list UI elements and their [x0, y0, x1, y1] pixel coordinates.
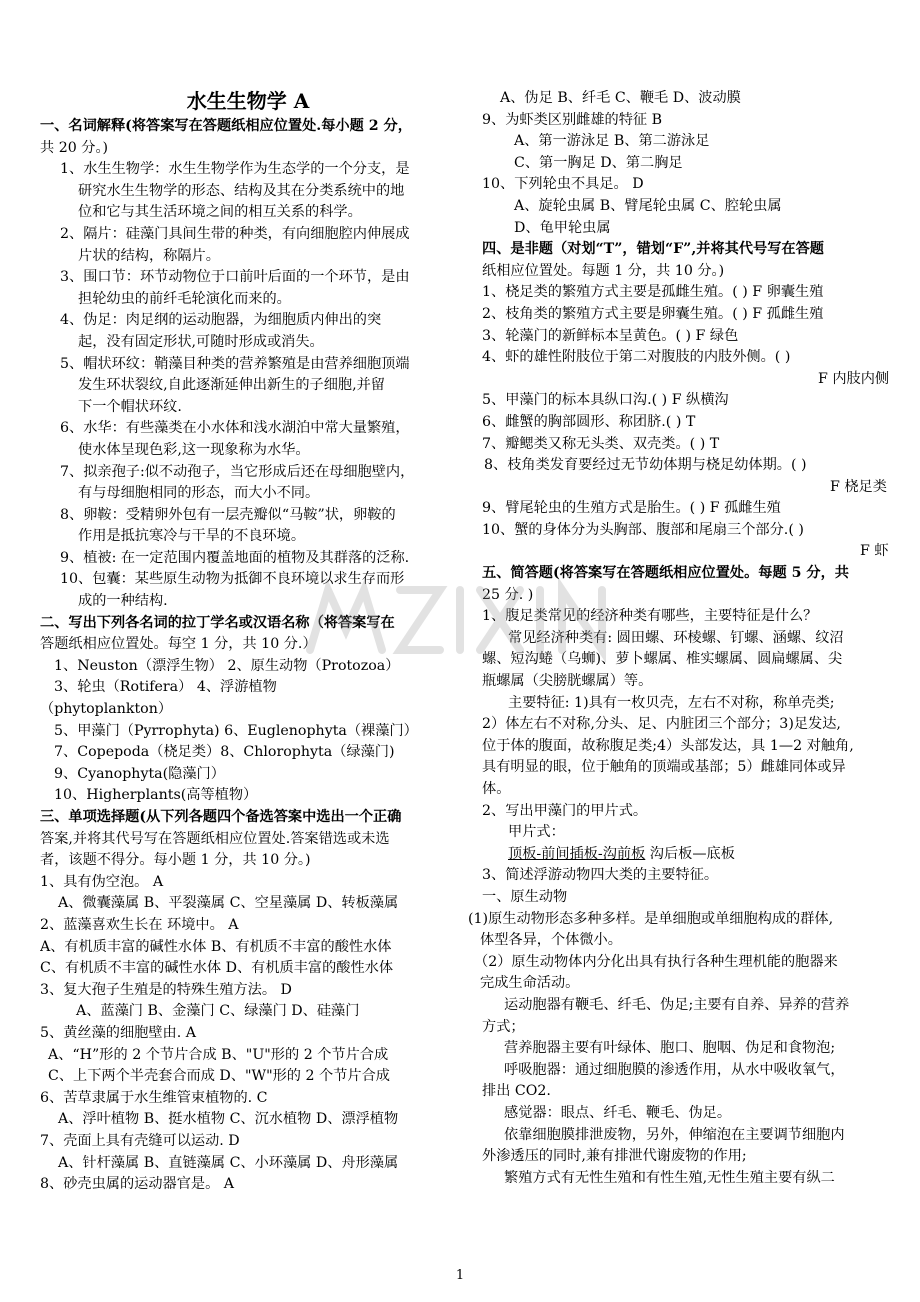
right-line: D、龟甲轮虫属 — [514, 219, 611, 236]
right-line: A、旋轮虫属 B、臂尾轮虫属 C、腔轮虫属 — [514, 197, 782, 214]
right-line: 一、原生动物 — [482, 888, 568, 905]
left-line: 6、苦草隶属于水生维管束植物的. C — [40, 1089, 268, 1106]
right-line: 呼吸胞器：通过细胞膜的渗透作用，从水中吸收氧气， — [504, 1061, 845, 1078]
right-line: （2）原生动物体内分化出具有执行各种生理机能的胞器来 — [474, 953, 838, 970]
left-line: 发生环状裂纹,自此逐渐延伸出新生的子细胞,并留 — [78, 377, 385, 394]
right-line: A、伪足 B、纤毛 C、鞭毛 D、波动膜 — [500, 90, 741, 106]
right-line: 2、写出甲藻门的甲片式。 — [482, 802, 648, 819]
left-line: 10、包囊：某些原生动物为抵御不良环境以求生存而形 — [60, 571, 405, 588]
left-line: 8、卵鞍：受精卵外包有一层壳瓣似“马鞍”状，卵鞍的 — [60, 506, 396, 523]
left-line: 二、写出下列各名词的拉丁学名或汉语名称（将答案写在 — [40, 614, 395, 631]
left-line: A、针杆藻属 B、直链藻属 C、小环藻属 D、舟形藻属 — [58, 1154, 399, 1171]
left-line: 10、Higherplants(高等植物） — [54, 787, 258, 804]
left-line: 1、具有伪空泡。 A — [40, 873, 164, 890]
left-line: A、有机质丰富的碱性水体 B、有机质不丰富的酸性水体 — [40, 938, 392, 955]
left-line: 起，没有固定形状,可随时形成或消失。 — [78, 333, 324, 350]
right-line: 1、桡足类的繁殖方式主要是孤雌生殖。( ) F 卵囊生殖 — [482, 284, 824, 301]
right-line: 6、雌蟹的胸部圆形、称团脐.( ) T — [482, 413, 696, 430]
left-line: 3、轮虫（Rotifera） 4、浮游植物 — [54, 679, 277, 696]
left-line: 9、植被: 在一定范围内覆盖地面的植物及其群落的泛称. — [60, 549, 410, 566]
right-line: 瓶螺属（尖膀胱螺属）等。 — [482, 673, 653, 690]
left-line: 下一个帽状环纹. — [78, 398, 182, 415]
left-line: 7、壳面上具有壳缝可以运动. D — [40, 1132, 240, 1149]
right-line: 运动胞器有鞭毛、纤毛、伪足;主要有自养、异养的营养 — [504, 996, 850, 1013]
left-line: 8、砂壳虫属的运动器官是。 A — [40, 1176, 235, 1193]
watermark-graphic — [300, 560, 640, 670]
right-line: 7、瓣鳃类又称无头类、双壳类。( ) T — [482, 435, 720, 452]
right-line: 外渗透压的同时,兼有排泄代谢废物的作用; — [482, 1148, 747, 1165]
right-line: 感觉器：眼点、纤毛、鞭毛、伪足。 — [504, 1104, 732, 1121]
right-line: (1)原生动物形态多种多样。是单细胞或单细胞构成的群体, — [468, 910, 834, 927]
right-line: 3、轮藻门的新鲜标本呈黄色。( ) F 绿色 — [482, 327, 739, 344]
right-line: 营养胞器主要有叶绿体、胞口、胞咽、伪足和食物泡; — [504, 1040, 836, 1057]
left-line: 5、甲藻门（Pyrrophyta) 6、Euglenophyta（裸藻门） — [54, 722, 418, 739]
right-line: 完成生命活动。 — [480, 975, 580, 992]
left-line: 7、Copepoda（桡足类）8、Chlorophyta（绿藻门) — [54, 744, 395, 761]
right-line: 甲片式： — [508, 824, 565, 841]
right-line: F 虾 — [860, 543, 889, 560]
left-line: 9、Cyanophyta(隐藻门） — [54, 765, 225, 782]
left-line: 1、水生生物学：水生生物学作为生态学的一个分支，是 — [60, 161, 410, 178]
right-line: 纸相应位置处。每题 1 分，共 10 分。) — [482, 262, 725, 279]
left-line: 一、名词解释(将答案写在答题纸相应位置处.每小题 2 分， — [40, 118, 412, 134]
right-line: 五、简答题(将答案写在答题纸相应位置处。每题 5 分，共 — [482, 565, 849, 582]
left-line: 5、黄丝藻的细胞壁由. A — [40, 1024, 196, 1041]
left-line: 共 20 分。) — [40, 139, 109, 156]
left-line: 1、Neuston（漂浮生物） 2、原生动物（Protozoa） — [54, 657, 400, 674]
right-line: C、第一胸足 D、第二胸足 — [514, 154, 683, 171]
right-line: 4、虾的雄性附肢位于第二对腹肢的内肢外侧。( ) — [482, 349, 791, 366]
document-title: 水生生物学 A — [186, 89, 310, 113]
right-line: 2）体左右不对称,分头、足、内脏团三个部分；3)足发达, — [482, 716, 841, 733]
right-line: 位于体的腹面，故称腹足类;4）头部发达，具 1—2 对触角, — [482, 737, 854, 754]
left-line: 2、隔片：硅藻门具间生带的种类，有向细胞腔内伸展成 — [60, 225, 410, 242]
left-line: A、浮叶植物 B、挺水植物 C、沉水植物 D、漂浮植物 — [58, 1111, 399, 1128]
left-line: 者，该题不得分。每小题 1 分，共 10 分。) — [40, 852, 311, 869]
right-line: F 桡足类 — [830, 478, 887, 495]
left-line: 三、单项选择题(从下列各题四个备选答案中选出一个正确 — [40, 809, 402, 825]
right-line: 体。 — [482, 781, 511, 797]
left-line: 5、帽状环纹：鞘藻目种类的营养繁殖是由营养细胞顶端 — [60, 355, 410, 372]
right-line: 主要特征: 1)具有一枚贝壳，左右不对称，称单壳类; — [508, 694, 835, 711]
left-line: 6、水华：有些藻类在小水体和浅水湖泊中常大量繁殖， — [60, 420, 410, 437]
left-line: A、微囊藻属 B、平裂藻属 C、空星藻属 D、转板藻属 — [58, 895, 399, 912]
right-line: 9、臂尾轮虫的生殖方式是胎生。( ) F 孤雌生殖 — [482, 500, 781, 517]
right-line: 方式； — [482, 1018, 525, 1035]
right-line: 2、枝角类的繁殖方式主要是卵囊生殖。( ) F 孤雌生殖 — [482, 305, 824, 322]
right-line: 10、下列轮虫不具足。 D — [482, 176, 644, 193]
right-line: A、第一游泳足 B、第二游泳足 — [514, 133, 710, 150]
left-line: A、“H”形的 2 个节片合成 B、"U"形的 2 个节片合成 — [48, 1046, 389, 1063]
left-line: 片状的结构，称隔片。 — [78, 247, 220, 264]
right-line: 螺、短沟蜷（乌蛳)、萝卜螺属、椎实螺属、圆扁螺属、尖 — [482, 651, 843, 668]
left-line: 4、伪足：肉足纲的运动胞器，为细胞质内伸出的突 — [60, 312, 382, 329]
right-line: 25 分. ) — [482, 586, 534, 603]
right-line: 常见经济种类有: 圆田螺、环棱螺、钉螺、涵螺、纹沼 — [508, 629, 844, 646]
right-line: 10、蟹的身体分为头胸部、腹部和尾扇三个部分.( ) — [482, 521, 804, 538]
left-line: 有与母细胞相同的形态，而大小不同。 — [78, 485, 320, 502]
right-line: 8、枝角类发育要经过无节幼体期与桡足幼体期。( ) — [484, 457, 807, 474]
left-line: 3、复大孢子生殖是的特殊生殖方法。 D — [40, 981, 292, 998]
left-line: 2、蓝藻喜欢生长在 环境中。 A — [40, 916, 239, 933]
right-line: 具有明显的眼，位于触角的顶端或基部；5）雌雄同体或异 — [482, 759, 846, 776]
right-line: 9、为虾类区别雌雄的特征 B — [482, 111, 663, 128]
right-line: F 内肢内侧 — [818, 370, 890, 387]
left-line: 使水体呈现色彩,这一现象称为水华。 — [78, 441, 310, 458]
left-line: 位和它与其生活环境之间的相互关系的科学。 — [78, 204, 362, 221]
left-line: （phytoplankton） — [40, 701, 173, 718]
left-line: 成的一种结构. — [78, 593, 168, 610]
left-line: C、上下两个半壳套合而成 D、"W"形的 2 个节片合成 — [48, 1068, 390, 1085]
right-line: 繁殖方式有无性生殖和有性生殖,无性生殖主要有纵二 — [504, 1169, 835, 1186]
left-line: C、有机质不丰富的碱性水体 D、有机质丰富的酸性水体 — [40, 960, 394, 977]
left-line: 答题纸相应位置处。每空 1 分，共 10 分.） — [40, 636, 317, 653]
left-line: 担轮幼虫的前纤毛轮演化而来的。 — [78, 290, 291, 307]
right-line: 四、是非题（对划“T”，错划“F”,并将其代号写在答题 — [482, 241, 824, 258]
left-line: 7、拟亲孢子:似不动孢子，当它形成后还在母细胞壁内， — [60, 463, 415, 480]
right-line: 排出 CO2. — [482, 1083, 551, 1100]
left-line: 作用是抵抗寒冷与干旱的不良环境。 — [78, 528, 306, 545]
left-line: 3、围口节：环节动物位于口前叶后面的一个环节，是由 — [60, 269, 410, 286]
right-line: 依靠细胞膜排泄废物，另外，伸缩泡在主要调节细胞内 — [504, 1126, 845, 1143]
left-line: 答案,并将其代号写在答题纸相应位置处.答案错选或未选 — [40, 830, 390, 847]
left-line: 研究水生生物学的形态、结构及其在分类系统中的地 — [78, 182, 405, 199]
right-line: 1、腹足类常见的经济种类有哪些，主要特征是什么？ — [482, 608, 818, 625]
right-line: 3、简述浮游动物四大类的主要特征。 — [482, 867, 719, 884]
right-line: 体型各异，个体微小。 — [480, 932, 622, 949]
right-line: 顶板-前间插板-沟前板 沟后板—底板 — [508, 845, 735, 862]
right-line: 5、甲藻门的标本具纵口沟.( ) F 纵横沟 — [482, 392, 729, 409]
left-line: A、蓝藻门 B、金藻门 C、绿藻门 D、硅藻门 — [76, 1003, 360, 1020]
page-number: 1 — [455, 1268, 465, 1283]
